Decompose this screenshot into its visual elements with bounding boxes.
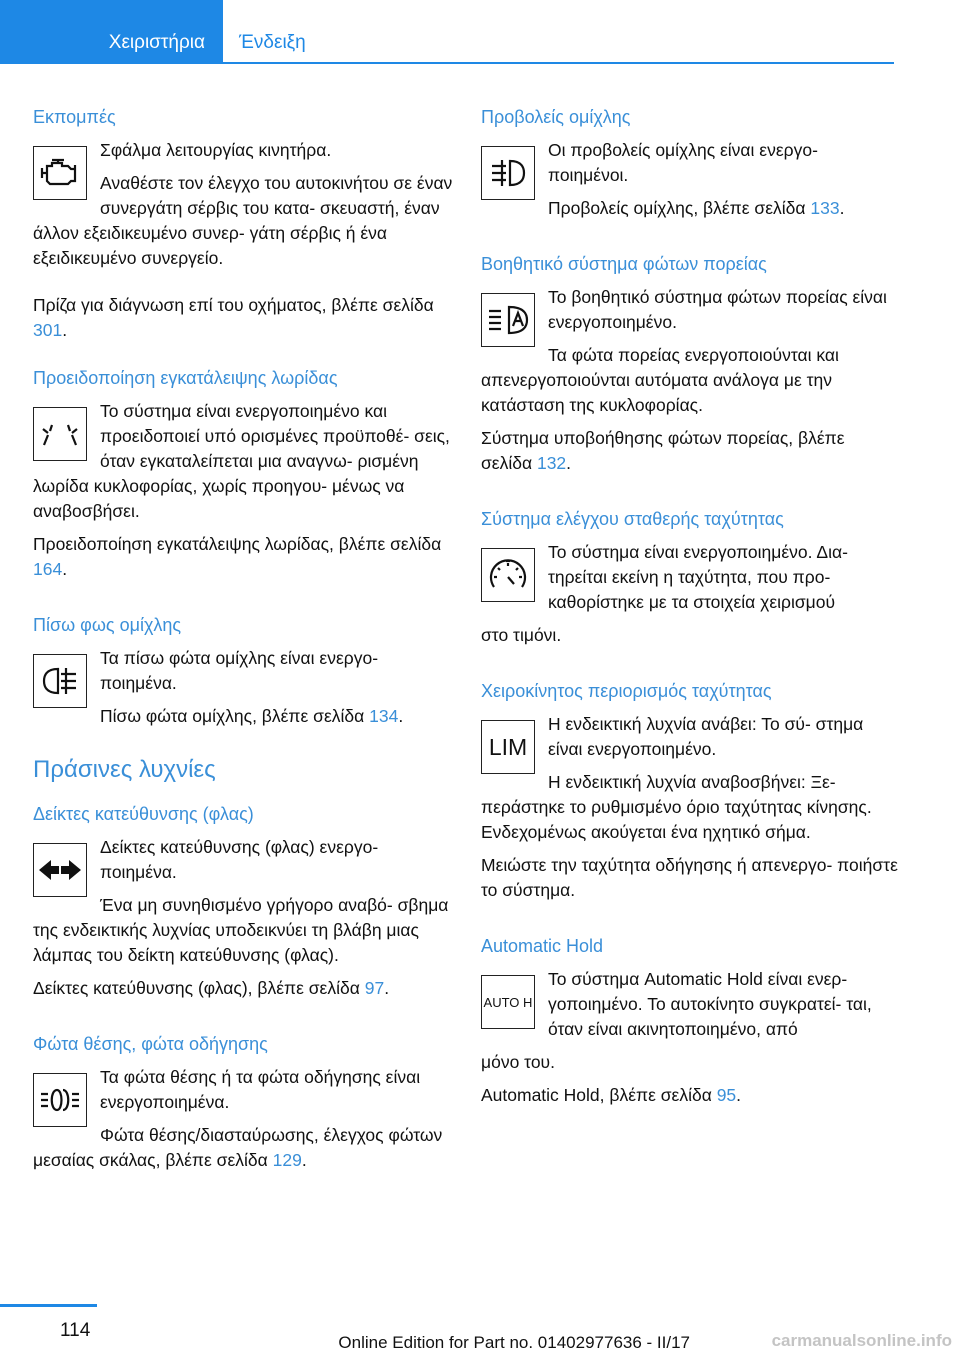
check-engine-icon	[33, 146, 87, 200]
position-lights-icon	[33, 1073, 87, 1127]
section-fog-lights-ref: Προβολείς ομίχλης, βλέπε σελίδα	[548, 198, 811, 218]
section-high-beam-assist	[481, 251, 899, 476]
section-fog-lights-text-2	[548, 196, 899, 221]
section-position-lights-ref: φώτων μεσαίας σκάλας, βλέπε σελίδα	[33, 1125, 443, 1170]
section-cruise-control	[481, 506, 899, 648]
rear-fog-light-icon	[33, 654, 87, 708]
section-emissions-text-1: Σφάλμα λειτουργίας κινητήρα.	[100, 140, 332, 160]
section-turn-signals-text-2a: Ένα μη συνηθισμένο γρήγορο αναβό‐	[100, 895, 393, 915]
section-turn-signals-text-2	[33, 893, 453, 968]
section-lane-departure-text-1b: ρισμένη λωρίδα κυκλοφορίας, χωρίς προηγου‐ μένως να αναβοσβήσει.	[33, 451, 419, 521]
section-emissions	[33, 104, 453, 343]
lane-departure-icon	[33, 407, 87, 461]
period: .	[398, 706, 404, 726]
section-lane-departure	[33, 365, 453, 582]
turn-signal-arrows-icon	[33, 843, 87, 897]
section-automatic-hold-text-3	[481, 1083, 899, 1108]
section-high-beam-assist-text-2	[481, 343, 899, 418]
section-speed-limiter-text-2a: Η ενδεικτική λυχνία αναβοσβήνει: Ξε‐	[548, 772, 836, 792]
page-link-97[interactable]: 97	[364, 978, 385, 998]
cruise-control-icon	[481, 548, 535, 602]
green-lamps-heading: Πράσινες λυχνίες	[33, 756, 216, 783]
section-rear-fog-text-1: Τα πίσω φώτα ομίχλης είναι ενεργο‐ ποιημένα.	[100, 648, 379, 693]
right-column	[481, 104, 899, 1116]
section-turn-signals-title: Δείκτες κατεύθυνσης (φλας)	[33, 804, 254, 824]
section-lane-departure-text-1	[33, 399, 453, 524]
period: .	[301, 1150, 307, 1170]
section-emissions-text-2	[33, 171, 453, 271]
front-fog-light-icon	[481, 146, 535, 200]
period: .	[736, 1085, 742, 1105]
section-turn-signals-text-2b: σβημα της ενδεικτικής λυχνίας υποδεικνύει τη βλάβη μιας λάμπας του δείκτη κατεύθυνσης (φλας).	[33, 895, 449, 965]
section-high-beam-assist-text-3	[481, 426, 899, 476]
period: .	[839, 198, 845, 218]
section-emissions-title: Εκπομπές	[33, 107, 116, 127]
page-link-95[interactable]: 95	[716, 1085, 737, 1105]
section-automatic-hold-title: Automatic Hold	[481, 936, 604, 956]
section-speed-limiter	[481, 678, 899, 903]
period: .	[62, 320, 68, 340]
high-beam-assist-icon	[481, 293, 535, 347]
auto-hold-icon	[481, 975, 535, 1029]
header-tab-controls[interactable]	[0, 0, 223, 64]
section-position-lights-text-2a: Φώτα θέσης/διασταύρωσης, έλεγχος	[100, 1125, 384, 1145]
period: .	[62, 559, 68, 579]
section-speed-limiter-text-2b: περάστηκε το ρυθμισμένο όριο ταχύτητας κίνησης. Ενδεχομένως ακούγεται ένα ηχητικό σήμα.	[481, 797, 872, 842]
section-fog-lights	[481, 104, 899, 229]
section-position-lights	[33, 1031, 453, 1181]
section-emissions-ref: Πρίζα για διάγνωση επί του οχήματος, βλέπε σελίδα	[33, 295, 434, 315]
section-rear-fog-text-2	[100, 704, 453, 729]
speed-limiter-lim-icon	[481, 720, 535, 774]
section-rear-fog	[33, 612, 453, 737]
header-rule	[223, 62, 894, 64]
section-high-beam-assist-title: Βοηθητικό σύστημα φώτων πορείας	[481, 254, 767, 274]
section-automatic-hold-text-1: Το σύστημα Automatic Hold είναι ενερ‐ γοποιημένο. Το αυτοκίνητο συγκρατεί‐ ται, όταν είναι ακινητοποιημένο, από	[548, 969, 872, 1039]
section-turn-signals-text-1: Δείκτες κατεύθυνσης (φλας) ενεργο‐ ποιημένα.	[100, 837, 379, 882]
footer-rule	[0, 1304, 97, 1307]
header-tab-display-label: Ένδειξη	[239, 32, 306, 53]
section-automatic-hold-ref: Automatic Hold, βλέπε σελίδα	[481, 1085, 717, 1105]
section-lane-departure-text-1a: Το σύστημα είναι ενεργοποιημένο και προειδοποιεί υπό ορισμένες προϋποθέ‐ σεις, όταν εγκαταλείπεται μια αναγνω‐	[100, 401, 450, 471]
lim-icon-text: LIM	[488, 733, 528, 760]
page-link-132[interactable]: 132	[536, 453, 567, 473]
section-speed-limiter-text-2	[481, 770, 899, 845]
page-link-301[interactable]: 301	[33, 320, 63, 340]
section-high-beam-assist-text-2a: Τα φώτα πορείας ενεργοποιούνται και	[548, 345, 839, 365]
page-link-164[interactable]: 164	[33, 559, 63, 579]
section-lane-departure-title: Προειδοποίηση εγκατάλειψης λωρίδας	[33, 368, 338, 388]
page-link-133[interactable]: 133	[810, 198, 840, 218]
watermark: carmanualsonline.info	[771, 1331, 952, 1350]
section-cruise-control-title: Σύστημα ελέγχου σταθερής ταχύτητας	[481, 509, 784, 529]
section-rear-fog-title: Πίσω φως ομίχλης	[33, 615, 182, 635]
section-automatic-hold-text-2: μόνο του.	[481, 1052, 555, 1072]
section-emissions-text-2b: σκευαστή, έναν άλλον εξειδικευμένο συνερ‐ γάτη σέρβις ή ένα εξειδικευμένο συνεργείο.	[33, 198, 440, 268]
period: .	[384, 978, 390, 998]
header-tab-display[interactable]	[223, 0, 343, 64]
section-lane-departure-ref: Προειδοποίηση εγκατάλειψης λωρίδας, βλέπε σελίδα	[33, 534, 442, 554]
section-speed-limiter-text-3: Μειώστε την ταχύτητα οδήγησης ή απενεργο‐ ποιήστε το σύστημα.	[481, 855, 898, 900]
edition-note: Online Edition for Part no. 01402977636 - II/17	[338, 1333, 690, 1352]
page-number: 114	[60, 1320, 91, 1341]
section-speed-limiter-title: Χειροκίνητος περιορισμός ταχύτητας	[481, 681, 772, 701]
left-column	[33, 104, 453, 1181]
section-cruise-control-text-1: Το σύστημα είναι ενεργοποιημένο. Δια‐ τηρείται εκείνη η ταχύτητα, που προ‐ καθορίστηκε με τα στοιχεία χειρισμού	[548, 542, 848, 612]
section-turn-signals	[33, 801, 453, 1001]
section-automatic-hold	[481, 933, 899, 1108]
period: .	[566, 453, 572, 473]
section-rear-fog-ref: Πίσω φώτα ομίχλης, βλέπε σελίδα	[100, 706, 370, 726]
header-tab-controls-label: Χειριστήρια	[108, 32, 205, 53]
section-turn-signals-ref: Δείκτες κατεύθυνσης (φλας), βλέπε σελίδα	[33, 978, 365, 998]
section-high-beam-assist-text-2b: απενεργοποιούνται αυτόματα ανάλογα με την κατάσταση της κυκλοφορίας.	[481, 370, 833, 415]
section-position-lights-text-1: Τα φώτα θέσης ή τα φώτα οδήγησης είναι ενεργοποιημένα.	[100, 1067, 421, 1112]
page-link-134[interactable]: 134	[369, 706, 399, 726]
section-high-beam-assist-text-1: Το βοηθητικό σύστημα φώτων πορείας είναι ενεργοποιημένο.	[548, 287, 887, 332]
section-position-lights-title: Φώτα θέσης, φώτα οδήγησης	[33, 1034, 268, 1054]
section-high-beam-assist-ref: Σύστημα υποβοήθησης φώτων πορείας, βλέπε σελίδα	[481, 428, 845, 473]
section-cruise-control-text-2: στο τιμόνι.	[481, 625, 562, 645]
page-link-129[interactable]: 129	[272, 1150, 302, 1170]
auto-hold-icon-text: AUTO H	[483, 994, 533, 1010]
section-position-lights-text-2	[33, 1123, 453, 1173]
section-emissions-text-3	[33, 293, 453, 343]
section-turn-signals-text-3	[33, 976, 453, 1001]
section-fog-lights-title: Προβολείς ομίχλης	[481, 107, 631, 127]
section-fog-lights-text-1: Οι προβολείς ομίχλης είναι ενεργο‐ ποιημένοι.	[548, 140, 818, 185]
section-emissions-text-2a: Αναθέστε τον έλεγχο του αυτοκινήτου σε έναν συνεργάτη σέρβις του κατα‐	[100, 173, 453, 218]
section-lane-departure-text-2	[33, 532, 453, 582]
section-speed-limiter-text-1: Η ενδεικτική λυχνία ανάβει: Το σύ‐ στημα είναι ενεργοποιημένο.	[548, 714, 864, 759]
